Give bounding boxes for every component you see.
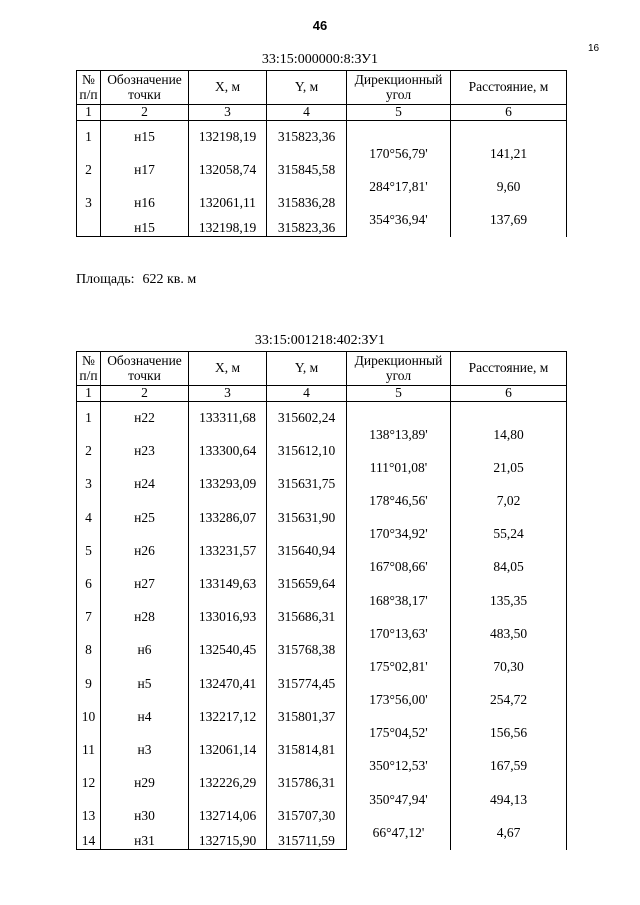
header-col2: Обозначение точки <box>101 352 189 386</box>
point-name: н3 <box>101 733 189 766</box>
point-number: 11 <box>77 733 101 766</box>
distance: 494,13 <box>451 783 567 816</box>
distance: 70,30 <box>451 650 567 683</box>
x-coordinate: 133311,68 <box>189 402 267 435</box>
distance: 483,50 <box>451 617 567 650</box>
point-name: н22 <box>101 402 189 435</box>
direction-angle: 170°56,79' <box>347 137 451 170</box>
direction-angle: 175°04,52' <box>347 717 451 750</box>
point-name: н15 <box>101 220 189 237</box>
x-coordinate: 132217,12 <box>189 700 267 733</box>
point-name: н28 <box>101 601 189 634</box>
point-name: н31 <box>101 833 189 850</box>
y-coordinate: 315774,45 <box>267 667 347 700</box>
point-number: 14 <box>77 833 101 850</box>
header-number: 2 <box>101 386 189 402</box>
point-number: 9 <box>77 667 101 700</box>
header-col3: X, м <box>189 352 267 386</box>
point-number: 7 <box>77 601 101 634</box>
distance: 21,05 <box>451 451 567 484</box>
distance: 7,02 <box>451 484 567 517</box>
direction-angle: 170°34,92' <box>347 518 451 551</box>
header-number: 4 <box>267 386 347 402</box>
y-coordinate: 315801,37 <box>267 700 347 733</box>
distance: 84,05 <box>451 551 567 584</box>
angle-cell <box>347 121 451 138</box>
header-col6: Расстояние, м <box>451 71 567 105</box>
x-coordinate: 132715,90 <box>189 833 267 850</box>
point-name: н15 <box>101 121 189 154</box>
direction-angle: 167°08,66' <box>347 551 451 584</box>
direction-angle: 350°12,53' <box>347 750 451 783</box>
distance: 55,24 <box>451 518 567 551</box>
direction-angle: 66°47,12' <box>347 816 451 849</box>
header-number: 1 <box>77 105 101 121</box>
distance: 167,59 <box>451 750 567 783</box>
table1-caption: 33:15:000000:8:ЗУ1 <box>261 52 379 67</box>
y-coordinate: 315823,36 <box>267 220 347 237</box>
point-name: н4 <box>101 700 189 733</box>
point-name: н27 <box>101 567 189 600</box>
x-coordinate: 132058,74 <box>189 154 267 187</box>
header-col1: № п/п <box>77 71 101 105</box>
x-coordinate: 133016,93 <box>189 601 267 634</box>
header-col1: № п/п <box>77 352 101 386</box>
table2-caption: 33:15:001218:402:ЗУ1 <box>254 333 386 348</box>
header-number: 2 <box>101 105 189 121</box>
header-col5: Дирекционный угол <box>347 71 451 105</box>
x-coordinate: 132470,41 <box>189 667 267 700</box>
direction-angle: 284°17,81' <box>347 170 451 203</box>
y-coordinate: 315711,59 <box>267 833 347 850</box>
distance: 141,21 <box>451 137 567 170</box>
point-name: н23 <box>101 435 189 468</box>
corner-page-number: 16 <box>588 43 600 54</box>
y-coordinate: 315640,94 <box>267 534 347 567</box>
point-name: н5 <box>101 667 189 700</box>
x-coordinate: 133293,09 <box>189 468 267 501</box>
y-coordinate: 315612,10 <box>267 435 347 468</box>
distance: 254,72 <box>451 684 567 717</box>
point-number <box>77 220 101 237</box>
point-name: н30 <box>101 800 189 833</box>
x-coordinate: 132061,14 <box>189 733 267 766</box>
coordinates-table-1 <box>76 70 567 237</box>
distance-cell <box>451 402 567 419</box>
table-row <box>77 121 567 138</box>
x-coordinate: 133149,63 <box>189 567 267 600</box>
y-coordinate: 315845,58 <box>267 154 347 187</box>
direction-angle: 175°02,81' <box>347 650 451 683</box>
direction-angle: 138°13,89' <box>347 418 451 451</box>
y-coordinate: 315631,90 <box>267 501 347 534</box>
angle-cell <box>347 402 451 419</box>
point-number: 2 <box>77 435 101 468</box>
x-coordinate: 132198,19 <box>189 121 267 154</box>
table-row <box>77 402 567 419</box>
y-coordinate: 315814,81 <box>267 733 347 766</box>
page-number: 46 <box>312 18 328 33</box>
x-coordinate: 132714,06 <box>189 800 267 833</box>
header-number: 4 <box>267 105 347 121</box>
direction-angle: 350°47,94' <box>347 783 451 816</box>
point-number: 10 <box>77 700 101 733</box>
y-coordinate: 315786,31 <box>267 767 347 800</box>
x-coordinate: 133231,57 <box>189 534 267 567</box>
header-number: 3 <box>189 386 267 402</box>
point-number: 3 <box>77 468 101 501</box>
header-col5: Дирекционный угол <box>347 352 451 386</box>
y-coordinate: 315836,28 <box>267 187 347 220</box>
x-coordinate: 133300,64 <box>189 435 267 468</box>
direction-angle: 111°01,08' <box>347 451 451 484</box>
x-coordinate: 132226,29 <box>189 767 267 800</box>
point-name: н26 <box>101 534 189 567</box>
y-coordinate: 315768,38 <box>267 634 347 667</box>
x-coordinate: 132061,11 <box>189 187 267 220</box>
area-line <box>76 272 196 288</box>
distance: 14,80 <box>451 418 567 451</box>
direction-angle: 168°38,17' <box>347 584 451 617</box>
direction-angle: 173°56,00' <box>347 684 451 717</box>
y-coordinate: 315631,75 <box>267 468 347 501</box>
point-number: 2 <box>77 154 101 187</box>
header-col4: Y, м <box>267 71 347 105</box>
y-coordinate: 315602,24 <box>267 402 347 435</box>
point-number: 12 <box>77 767 101 800</box>
y-coordinate: 315707,30 <box>267 800 347 833</box>
header-col2: Обозначение точки <box>101 71 189 105</box>
point-number: 4 <box>77 501 101 534</box>
header-number: 5 <box>347 105 451 121</box>
point-number: 5 <box>77 534 101 567</box>
header-number: 6 <box>451 386 567 402</box>
direction-angle: 178°46,56' <box>347 484 451 517</box>
direction-angle: 354°36,94' <box>347 203 451 236</box>
coordinates-table-2 <box>76 351 567 850</box>
point-name: н6 <box>101 634 189 667</box>
area-value: 622 кв. м <box>142 272 197 287</box>
y-coordinate: 315823,36 <box>267 121 347 154</box>
header-number: 3 <box>189 105 267 121</box>
distance: 9,60 <box>451 170 567 203</box>
point-name: н24 <box>101 468 189 501</box>
x-coordinate: 132198,19 <box>189 220 267 237</box>
distance: 135,35 <box>451 584 567 617</box>
area-label: Площадь: <box>76 272 135 287</box>
direction-angle: 170°13,63' <box>347 617 451 650</box>
distance: 4,67 <box>451 816 567 849</box>
point-number: 1 <box>77 402 101 435</box>
distance-cell <box>451 121 567 138</box>
point-name: н16 <box>101 187 189 220</box>
point-number: 8 <box>77 634 101 667</box>
header-number: 6 <box>451 105 567 121</box>
distance: 137,69 <box>451 203 567 236</box>
header-col3: X, м <box>189 71 267 105</box>
distance: 156,56 <box>451 717 567 750</box>
header-number: 1 <box>77 386 101 402</box>
point-number: 3 <box>77 187 101 220</box>
y-coordinate: 315659,64 <box>267 567 347 600</box>
point-number: 13 <box>77 800 101 833</box>
point-name: н17 <box>101 154 189 187</box>
x-coordinate: 132540,45 <box>189 634 267 667</box>
point-name: н25 <box>101 501 189 534</box>
point-name: н29 <box>101 767 189 800</box>
x-coordinate: 133286,07 <box>189 501 267 534</box>
header-col6: Расстояние, м <box>451 352 567 386</box>
header-number: 5 <box>347 386 451 402</box>
point-number: 6 <box>77 567 101 600</box>
point-number: 1 <box>77 121 101 154</box>
header-col4: Y, м <box>267 352 347 386</box>
y-coordinate: 315686,31 <box>267 601 347 634</box>
